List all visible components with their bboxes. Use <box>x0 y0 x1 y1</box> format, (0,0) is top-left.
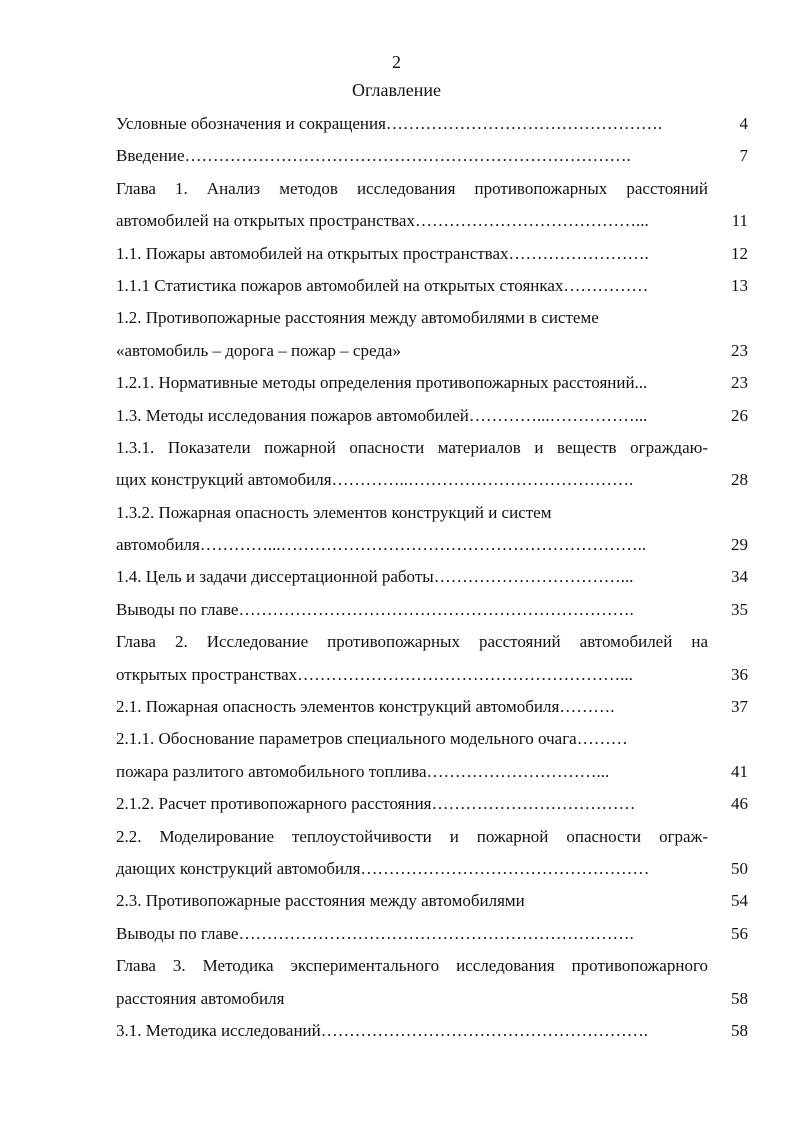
toc-entry-chapter-3-cont[interactable] <box>116 983 748 1015</box>
toc-entry-page: 56 <box>731 923 748 943</box>
toc-entry-1-2-cont[interactable] <box>116 335 748 367</box>
toc-entry-text: Глава 2. Исследование противопожарных расстояний автомобилей на <box>116 632 708 652</box>
toc-entry-page: 34 <box>731 567 748 587</box>
toc-entry-text: Выводы по главе……………………………………………………………. <box>116 923 634 943</box>
toc-entry-text: автомобилей на открытых пространствах…………………………………... <box>116 211 649 231</box>
toc-entry-page: 35 <box>731 599 748 619</box>
toc-entry-text: Выводы по главе……………………………………………………………. <box>116 599 634 619</box>
toc-entry-text: 1.1.1 Статистика пожаров автомобилей на открытых стоянках…………… <box>116 275 649 295</box>
toc-entry-1-1-1[interactable] <box>116 270 748 302</box>
toc-entry-page: 23 <box>731 340 748 360</box>
toc-entry-page: 54 <box>731 891 748 911</box>
toc-entry-text: автомобиля…………...……………………………………………………….. <box>116 535 647 555</box>
page-number: 2 <box>392 52 401 72</box>
toc-entry-text: «автомобиль – дорога – пожар – среда» <box>116 340 401 360</box>
toc-entry-text: 2.1. Пожарная опасность элементов конструкций автомобиля………. <box>116 697 615 717</box>
table-of-contents <box>116 108 748 1047</box>
toc-entry-text: 1.2. Противопожарные расстояния между автомобилями в системе <box>116 308 599 328</box>
toc-entry-chapter-1[interactable] <box>116 173 748 205</box>
toc-entry-page: 58 <box>731 1020 748 1040</box>
toc-entry-page: 28 <box>731 470 748 490</box>
toc-entry-conclusions-1[interactable] <box>116 594 748 626</box>
toc-entry-1-1[interactable] <box>116 238 748 270</box>
toc-entry-text: открытых пространствах…………………………………………………... <box>116 664 633 684</box>
toc-entry-page: 4 <box>739 114 748 133</box>
toc-entry-text: 2.3. Противопожарные расстояния между автомобилями <box>116 891 525 911</box>
toc-entry-1-2-1[interactable] <box>116 367 748 399</box>
toc-entry-chapter-2[interactable] <box>116 626 748 658</box>
toc-entry-page: 41 <box>731 761 748 781</box>
toc-entry-2-1-2[interactable] <box>116 788 748 820</box>
toc-entry-2-2-cont[interactable] <box>116 853 748 885</box>
toc-entry-page: 36 <box>731 664 748 684</box>
toc-entry-text: 2.1.2. Расчет противопожарного расстояния……………………………… <box>116 794 636 814</box>
toc-entry-page: 58 <box>731 988 748 1008</box>
toc-entry-2-2[interactable] <box>116 821 748 853</box>
toc-entry-notation[interactable] <box>116 108 748 140</box>
toc-entry-1-3-1-cont[interactable] <box>116 464 748 496</box>
toc-entry-page: 26 <box>731 405 748 425</box>
toc-entry-text: 1.1. Пожары автомобилей на открытых пространствах……………………. <box>116 243 649 263</box>
toc-entry-1-2[interactable] <box>116 302 748 334</box>
toc-entry-conclusions-2[interactable] <box>116 918 748 950</box>
toc-entry-2-1-1[interactable] <box>116 723 748 755</box>
toc-entry-text: 2.2. Моделирование теплоустойчивости и пожарной опасности ограж- <box>116 826 708 846</box>
toc-entry-introduction[interactable] <box>116 140 748 172</box>
toc-entry-text: Введение……………………………………………………………………. <box>116 146 631 166</box>
toc-entry-text: 1.4. Цель и задачи диссертационной работы……………………………... <box>116 567 634 587</box>
toc-entry-page: 7 <box>739 146 748 166</box>
toc-entry-page: 50 <box>731 858 748 878</box>
toc-entry-chapter-2-cont[interactable] <box>116 659 748 691</box>
toc-entry-text: 1.3.2. Пожарная опасность элементов конструкций и систем <box>116 502 552 522</box>
toc-entry-page: 23 <box>731 373 748 393</box>
toc-entry-1-4[interactable] <box>116 561 748 593</box>
toc-entry-text: Условные обозначения и сокращения…………………………………………. <box>116 114 663 133</box>
toc-entry-text: дающих конструкций автомобиля…………………………………………… <box>116 858 650 878</box>
toc-entry-page: 12 <box>731 243 748 263</box>
toc-entry-text: щих конструкций автомобиля…………..…………………………………. <box>116 470 634 490</box>
toc-entry-2-1-1-cont[interactable] <box>116 756 748 788</box>
toc-entry-1-3-1[interactable] <box>116 432 748 464</box>
toc-entry-text: 1.3.1. Показатели пожарной опасности материалов и веществ ограждаю- <box>116 437 708 457</box>
toc-entry-3-1[interactable] <box>116 1015 748 1047</box>
toc-entry-text: Глава 1. Анализ методов исследования противопожарных расстояний <box>116 178 708 198</box>
toc-entry-page: 11 <box>731 211 748 231</box>
toc-entry-text: 3.1. Методика исследований…………………………………………………. <box>116 1020 648 1040</box>
toc-entry-1-3-2[interactable] <box>116 497 748 529</box>
toc-entry-text: расстояния автомобиля <box>116 988 285 1008</box>
toc-entry-1-3[interactable] <box>116 400 748 432</box>
toc-entry-2-1[interactable] <box>116 691 748 723</box>
toc-entry-page: 13 <box>731 275 748 295</box>
toc-entry-2-3[interactable] <box>116 885 748 917</box>
toc-entry-chapter-1-cont[interactable] <box>116 205 748 237</box>
toc-entry-chapter-3[interactable] <box>116 950 748 982</box>
toc-entry-1-3-2-cont[interactable] <box>116 529 748 561</box>
toc-entry-text: Глава 3. Методика экспериментального исследования противопожарного <box>116 956 708 976</box>
toc-entry-page: 46 <box>731 794 748 814</box>
toc-entry-text: пожара разлитого автомобильного топлива…………………………... <box>116 761 610 781</box>
toc-entry-text: 2.1.1. Обоснование параметров специального модельного очага……… <box>116 729 628 749</box>
toc-entry-page: 37 <box>731 697 748 717</box>
toc-entry-page: 29 <box>731 535 748 555</box>
toc-entry-text: 1.2.1. Нормативные методы определения противопожарных расстояний... <box>116 373 648 393</box>
toc-title: Оглавление <box>352 80 441 100</box>
toc-entry-text: 1.3. Методы исследования пожаров автомобилей…………...……………... <box>116 405 648 425</box>
